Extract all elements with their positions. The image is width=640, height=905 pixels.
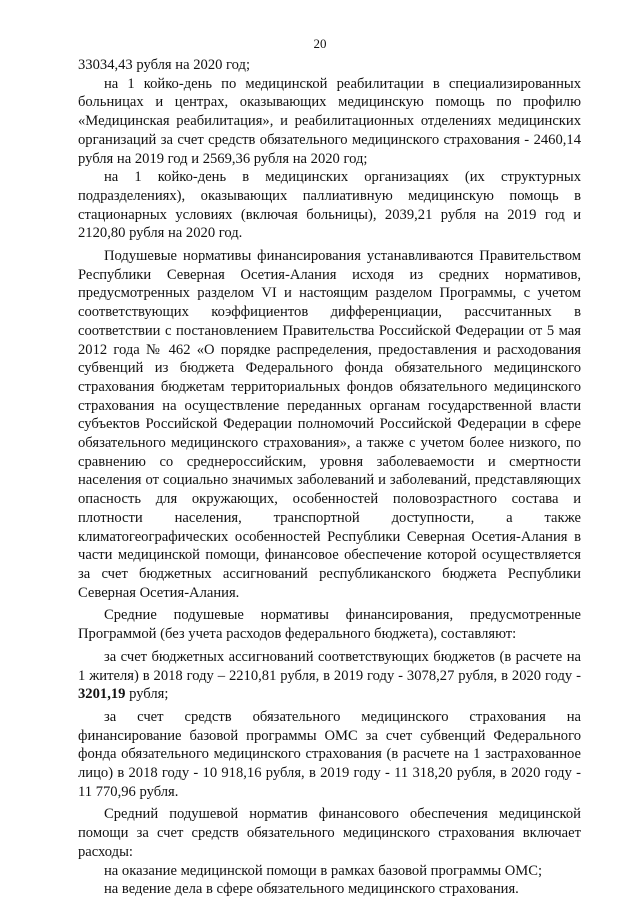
page-number: 20	[313, 36, 327, 51]
list-item-case-management: на ведение дела в сфере обязательного медицинского страхования.	[104, 881, 519, 898]
paragraph-continuation: 33034,43 рубля на 2020 год;	[78, 57, 251, 73]
paragraph-average-oms-norm: Средний подушевой норматив финансового обеспечения медицинской помощи за счет средств обязательного медицинского страхования включает расходы:	[78, 806, 581, 860]
list-item-basic-program: на оказание медицинской помощи в рамках базовой программы ОМС;	[104, 862, 543, 879]
paragraph-palliative-norm: на 1 койко-день в медицинских организациях (их структурных подразделениях), оказывающих паллиативную медицинскую помощь в стационарных условиях (включая больницы), 2039,21 рубля на 2019 год и 2120,80 рубля на 2020 год.	[78, 169, 581, 242]
paragraph-budget-norms	[78, 648, 581, 704]
budget-norms-tail: рубля;	[125, 686, 169, 703]
budget-norms-text: за счет бюджетных ассигнований соответствующих бюджетов (в расчете на 1 жителя) в 2018 году – 2210,81 рубля, в 2019 году - 3078,27 рубля, в 2020 году -	[78, 648, 581, 684]
paragraph-oms-norms: за счет средств обязательного медицинского страхования на финансирование базовой программы ОМС за счет субвенций Федерального фонда обязательного медицинского страхования (в расчете на 1 застрахованное лицо) в 2018 году - 10 918,16 рубля, в 2019 году - 11 318,20 рубля, в 2020 году - 11 770,96 рубля.	[78, 708, 581, 800]
paragraph-rehab-norm: на 1 койко-день по медицинской реабилитации в специализированных больницах и центрах, оказывающих медицинскую помощь по профилю «Медицинская реабилитация», и реабилитационных отделениях медицинских организаций за счет средств обязательного медицинского страхования - 2460,14 рубля на 2019 год и 2569,36 рубля на 2020 год;	[78, 75, 581, 167]
paragraph-capitation-norms: Подушевые нормативы финансирования устанавливаются Правительством Республики Северная Осетия-Алания исходя из средних нормативов, предусмотренных разделом VI и настоящим разделом Программы, с учетом соответствующих коэффициентов дифференциации, рассчитанных в соответствии с постановлением Правительства Российской Федерации от 5 мая 2012 года № 462 «О порядке распределения, предоставления и расходования субвенций из бюджета Федерального фонда обязательного медицинского страхования бюджетам территориальных фондов обязательного медицинского страхования на осуществление переданных органам государственной власти субъектов Российской Федерации полномочий Российской Федерации в сфере обязательного медицинского страхования», а также с учетом более низкого, по сравнению со среднероссийским, уровня заболеваемости и смертности населения от социально значимых заболеваний и заболеваний, представляющих опасность для окружающих, особенностей половозрастного состава и плотности населения, транспортной доступности, а также климатогеографических особенностей Республики Северная Осетия-Алания в части медицинской помощи, финансовое обеспечение которой осуществляется за счет бюджетных ассигнований республиканского бюджета Республики Северная Осетия-Алания.	[78, 248, 581, 601]
document-body	[78, 56, 581, 899]
budget-norms-bold-value: 3201,19	[78, 686, 126, 703]
paragraph-average-norms: Средние подушевые нормативы финансирования, предусмотренные Программой (без учета расходов федерального бюджета), составляют:	[78, 607, 581, 643]
